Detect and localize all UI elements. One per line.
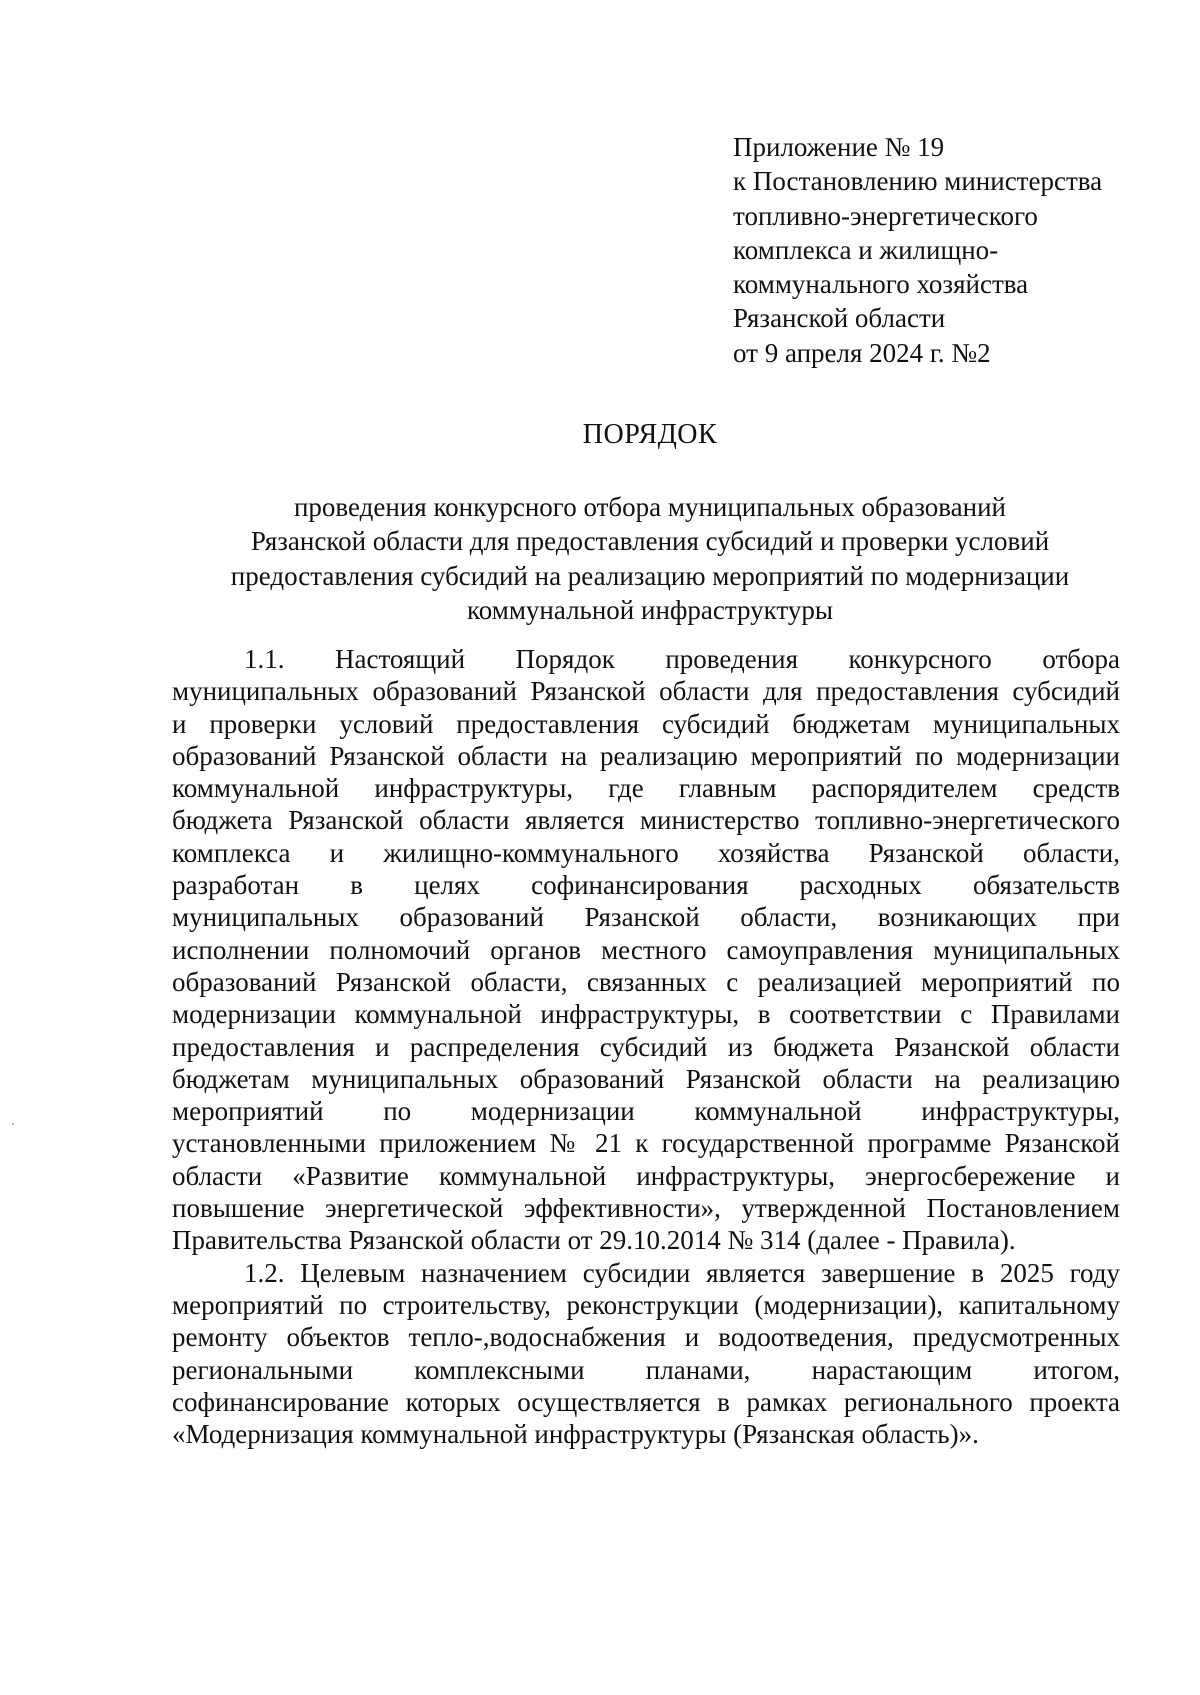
text-line: софинансирование которых осуществляется в рамках регионального проекта: [172, 1386, 1120, 1417]
text-line: ремонту объектов тепло-,водоснабжения и водоотведения, предусмотренных: [172, 1322, 1120, 1353]
paragraph-1-2: [172, 1257, 1120, 1451]
annex-number: Приложение № 19: [733, 132, 945, 162]
subtitle-line: коммунальной инфраструктуры: [467, 594, 833, 625]
text-line: 1.2. Целевым назначением субсидии является завершение в 2025 году: [244, 1257, 1120, 1288]
text-line: комплекса и жилищно-коммунального хозяйства Рязанской области,: [172, 837, 1120, 868]
annex-header: [733, 130, 1173, 370]
text-line: муниципальных образований Рязанской области для предоставления субсидий: [172, 676, 1120, 707]
text-line: исполнении полномочий органов местного самоуправления муниципальных: [172, 934, 1120, 965]
subtitle-line: Рязанской области для предоставления субсидий и проверки условий: [250, 526, 1050, 557]
annex-line: коммунального хозяйства: [733, 269, 1029, 300]
paragraph-1-1: [172, 643, 1120, 1257]
document-body: [172, 643, 1120, 1450]
text-line: и проверки условий предоставления субсидий бюджетам муниципальных: [172, 708, 1120, 739]
text-line: разработан в целях софинансирования расходных обязательств: [172, 870, 1120, 901]
subtitle-line: предоставления субсидий на реализацию мероприятий по модернизации: [230, 560, 1070, 591]
text-line: муниципальных образований Рязанской области, возникающих при: [172, 902, 1120, 933]
text-line: мероприятий по модернизации коммунальной инфраструктуры,: [172, 1096, 1120, 1127]
annex-date: от 9 апреля 2024 г. №2: [733, 337, 991, 368]
text-line: области «Развитие коммунальной инфраструктуры, энергосбережение и: [172, 1160, 1120, 1191]
annex-line: топливно-энергетического: [733, 200, 1038, 231]
annex-line: Рязанской области: [733, 303, 946, 334]
text-line: предоставления и распределения субсидий из бюджета Рязанской области: [172, 1031, 1120, 1062]
text-line: коммунальной инфраструктуры, где главным распорядителем средств: [172, 773, 1120, 804]
scan-margin-mark: [12, 1123, 14, 1125]
text-line: бюджетам муниципальных образований Рязанской области на реализацию: [172, 1063, 1120, 1094]
text-line: модернизации коммунальной инфраструктуры, в соответствии с Правилами: [172, 999, 1120, 1030]
text-line: установленными приложением № 21 к государственной программе Рязанской: [172, 1128, 1120, 1159]
annex-line: комплекса и жилищно-: [733, 234, 999, 265]
subtitle-line: проведения конкурсного отбора муниципальных образований: [293, 492, 1007, 522]
text-line: бюджета Рязанской области является министерство топливно-энергетического: [172, 805, 1120, 836]
text-line: повышение энергетической эффективности», утвержденной Постановлением: [172, 1193, 1120, 1224]
text-line: образований Рязанской области на реализацию мероприятий по модернизации: [172, 740, 1120, 771]
text-line: «Модернизация коммунальной инфраструктуры (Рязанская область)».: [172, 1419, 979, 1450]
text-line: региональными комплексными планами, нарастающим итогом,: [172, 1354, 1120, 1385]
text-line: образований Рязанской области, связанных с реализацией мероприятий по: [172, 966, 1120, 997]
document-subtitle: [170, 490, 1130, 627]
text-line: мероприятий по строительству, реконструкции (модернизации), капитальному: [172, 1289, 1120, 1320]
annex-line: к Постановлению министерства: [733, 166, 1103, 197]
text-line: Правительства Рязанской области от 29.10.2014 № 314 (далее - Правила).: [172, 1225, 1016, 1256]
text-line: 1.1. Настоящий Порядок проведения конкурсного отбора: [244, 644, 1120, 674]
document-title: ПОРЯДОК: [582, 419, 718, 450]
